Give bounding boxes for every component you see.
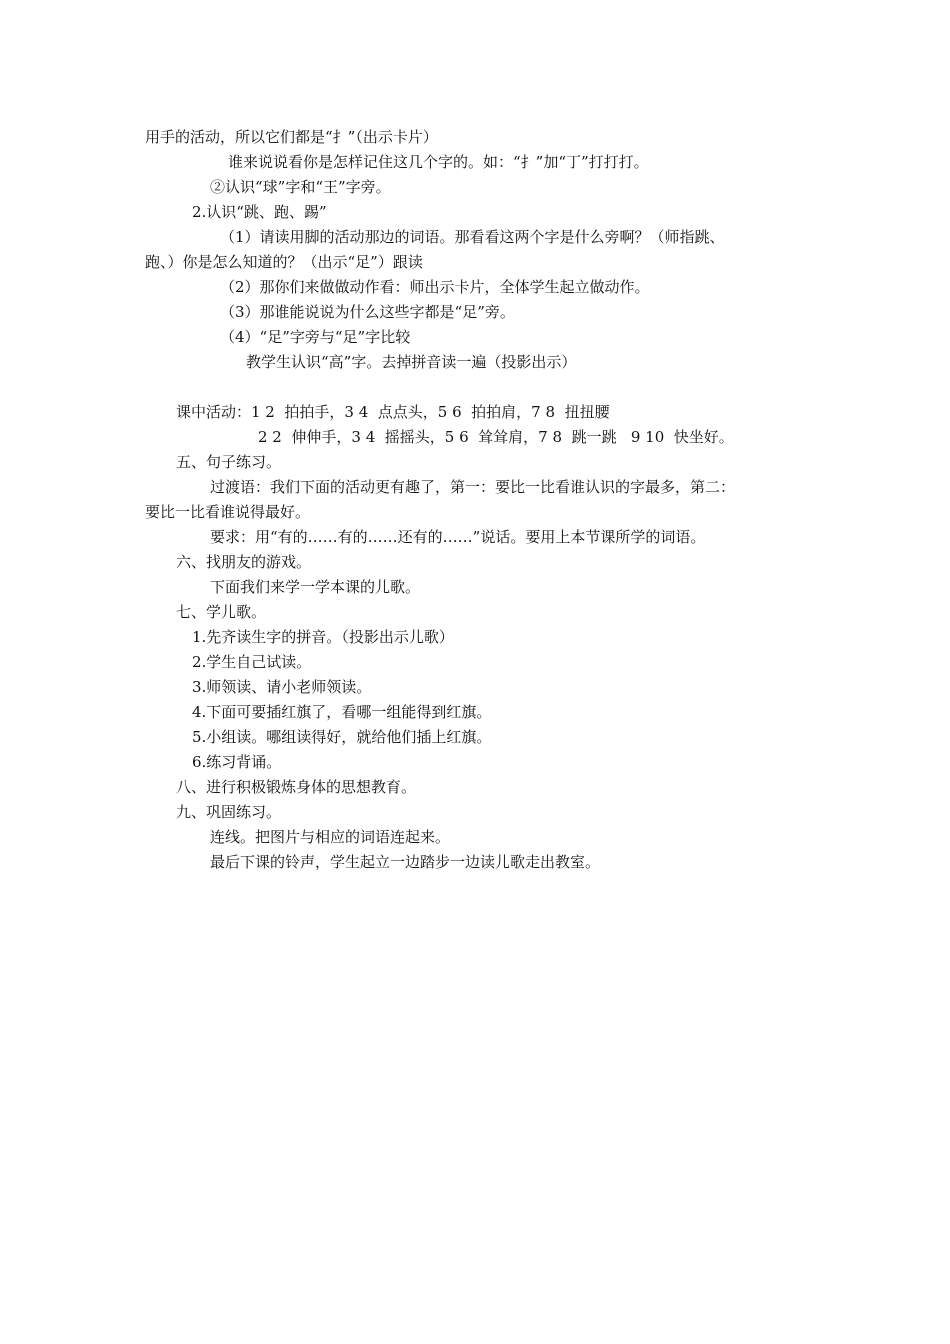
text-line: 2.认识“跳、跑、踢” [192,203,327,221]
list-item: 6.练习背诵。 [192,753,282,771]
text-line: （4）“足”字旁与“足”字比较 [220,328,411,346]
text-line: ②认识“球”字和“王”字旁。 [210,178,391,196]
section-heading: 五、句子练习。 [176,453,282,471]
text-line: 下面我们来学一学本课的儿歌。 [210,578,421,596]
text-line: 2 2 伸伸手，3 4 摇摇头，5 6 耸耸肩，7 8 跳一跳 9 10 快坐好。 [258,428,734,446]
text-line: （2）那你们来做做动作看：师出示卡片，全体学生起立做动作。 [220,278,650,296]
list-item: 5.小组读。哪组读得好，就给他们插上红旗。 [192,728,492,746]
text-line: 过渡语：我们下面的活动更有趣了，第一：要比一比看谁认识的字最多，第二： [210,478,736,496]
text-line: 连线。把图片与相应的词语连起来。 [210,828,451,846]
section-heading: 七、学儿歌。 [176,603,267,621]
list-item: 2.学生自己试读。 [192,653,312,671]
list-item: 1.先齐读生字的拼音。（投影出示儿歌） [192,628,454,646]
section-heading: 八、进行积极锻炼身体的思想教育。 [176,778,417,796]
text-line: （3）那谁能说说为什么这些字都是“足”旁。 [220,303,515,321]
section-heading: 六、找朋友的游戏。 [176,553,312,571]
section-heading: 九、巩固练习。 [176,803,282,821]
text-line: （1）请读用脚的活动那边的词语。那看看这两个字是什么旁啊？（师指跳、 [220,228,725,246]
text-line: 要比一比看谁说得最好。 [145,503,311,521]
text-line: 谁来说说看你是怎样记住这几个字的。如：“扌”加“丁”打打打。 [228,153,649,171]
text-line: 跑、）你是怎么知道的？（出示“足”）跟读 [145,253,423,271]
text-line: 要求：用“有的……有的……还有的……”说话。要用上本节课所学的词语。 [210,528,706,546]
list-item: 4.下面可要插红旗了，看哪一组能得到红旗。 [192,703,492,721]
text-line: 课中活动：1 2 拍拍手，3 4 点点头，5 6 拍拍肩，7 8 扭扭腰 [176,403,610,421]
text-line: 最后下课的铃声，学生起立一边踏步一边读儿歌走出教室。 [210,853,601,871]
list-item: 3.师领读、请小老师领读。 [192,678,372,696]
text-line: 用手的活动，所以它们都是“扌”（出示卡片） [145,128,438,146]
text-line: 教学生认识“高”字。去掉拼音读一遍（投影出示） [246,353,577,371]
